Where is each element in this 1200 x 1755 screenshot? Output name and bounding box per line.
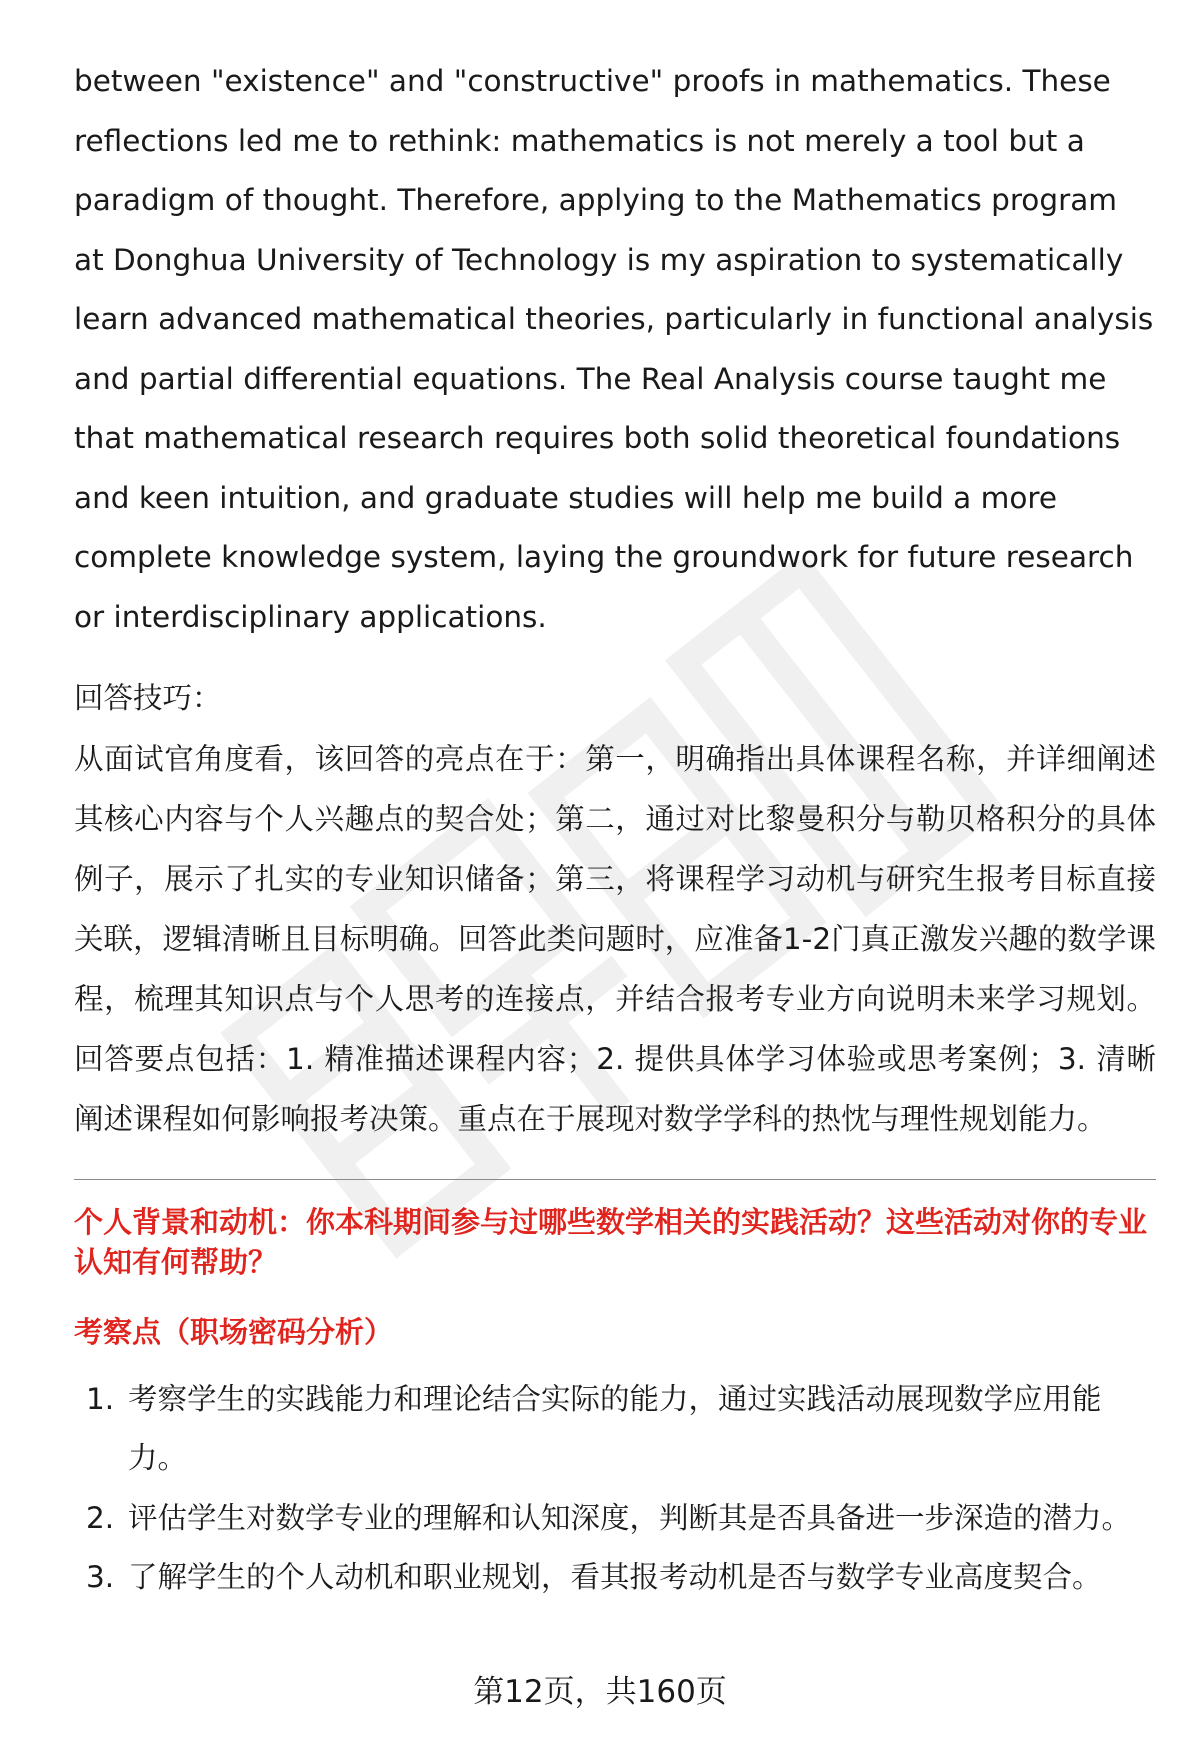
list-item — [74, 1548, 1156, 1608]
section-divider — [74, 1179, 1156, 1180]
question-heading: 个人背景和动机：你本科期间参与过哪些数学相关的实践活动？这些活动对你的专业认知有何帮助？ — [74, 1204, 1148, 1279]
list-item-text: 评估学生对数学专业的理解和认知深度，判断其是否具备进一步深造的潜力。 — [128, 1500, 1132, 1535]
page-footer: 第12页，共160页 — [473, 1674, 727, 1710]
list-item-text: 了解学生的个人动机和职业规划，看其报考动机是否与数学专业高度契合。 — [128, 1560, 1102, 1594]
intro-paragraph: between "existence" and "constructive" proofs in mathematics. These reflections led me to rethink: mathematics is not merely a tool but a paradigm of thought. Therefore, applying to the Mathematics program at Donghua University of Technology is my aspiration to systematically learn advanced mathematical theories, particularly in functional analysis and partial differential equations. The Real Analysis course taught me that mathematical research requires both solid theoretical foundations and keen intuition, and graduate studies will help me build a more complete knowledge system, laying the groundwork for future research or interdisciplinary applications. — [74, 64, 1154, 634]
page-content — [74, 52, 1156, 1608]
list-item-number: 2. — [86, 1500, 115, 1535]
assessment-points-title: 考察点（职场密码分析） — [74, 1314, 394, 1349]
list-item-number: 1. — [86, 1381, 115, 1416]
list-item-text: 考察学生的实践能力和理论结合实际的能力，通过实践活动展现数学应用能力。 — [128, 1381, 1102, 1475]
answer-tips-section — [74, 669, 1156, 1149]
list-item — [74, 1489, 1156, 1549]
list-item — [74, 1370, 1156, 1489]
list-item-number: 3. — [86, 1560, 115, 1594]
tips-title: 回答技巧： — [74, 681, 222, 715]
assessment-points-list — [74, 1370, 1156, 1608]
tips-body: 从面试官角度看，该回答的亮点在于：第一，明确指出具体课程名称，并详细阐述其核心内容与个人兴趣点的契合处；第二，通过对比黎曼积分与勒贝格积分的具体例子，展示了扎实的专业知识储备；第三，将课程学习动机与研究生报考目标直接关联，逻辑清晰且目标明确。回答此类问题时，应准备1-2门真正激发兴趣的数学课程，梳理其知识点与个人思考的连接点，并结合报考专业方向说明未来学习规划。回答要点包括：1. 精准描述课程内容；2. 提供具体学习体验或思考案例；3. 清晰阐述课程如何影响报考决策。重点在于展现对数学学科的热忱与理性规划能力。 — [74, 741, 1156, 1136]
